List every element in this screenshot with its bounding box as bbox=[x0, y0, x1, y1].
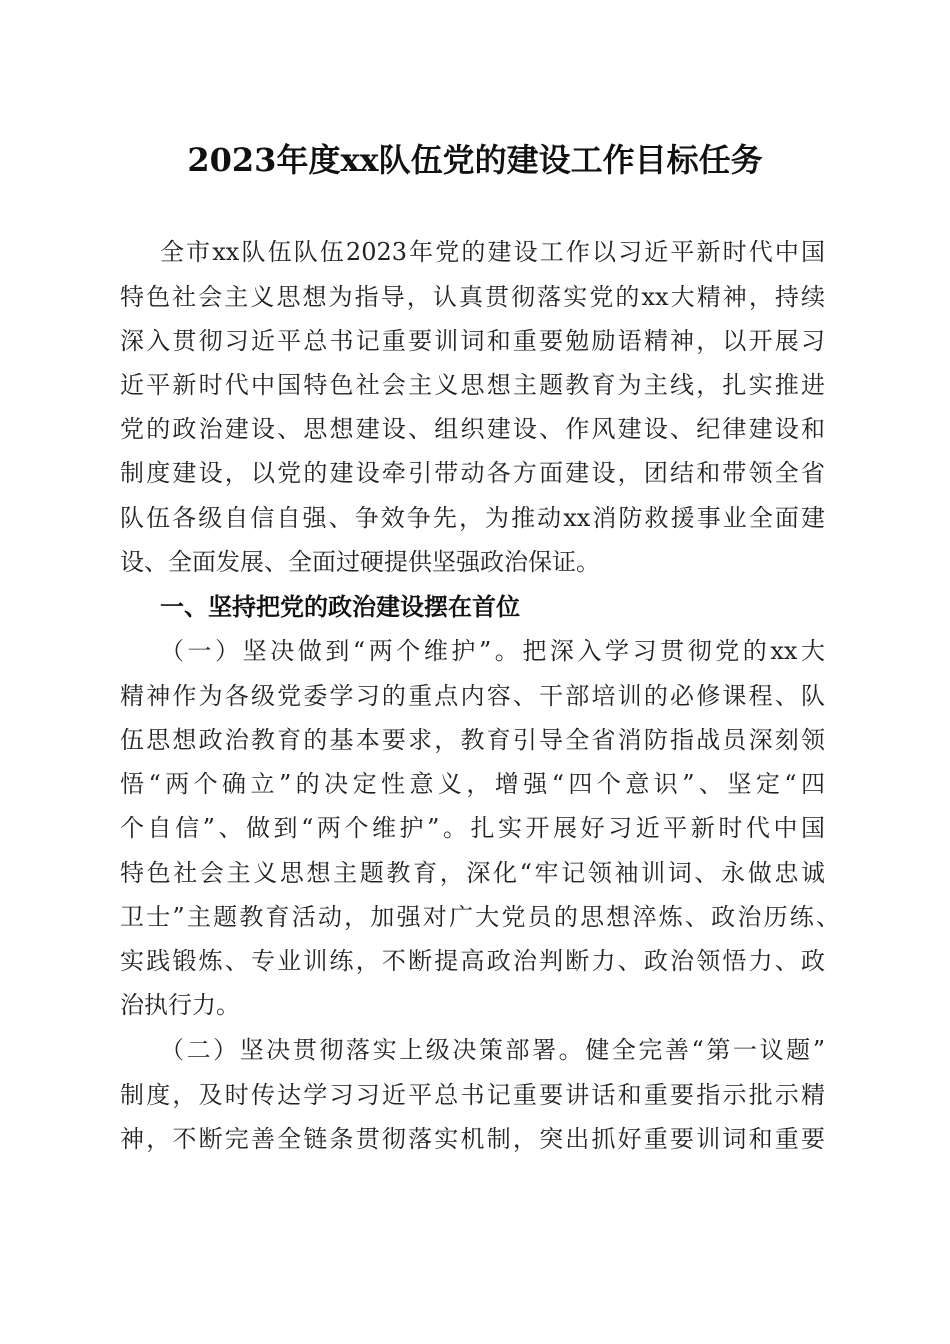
paragraph-line: 党的政治建设、思想建设、组织建设、作风建设、纪律建设和 bbox=[120, 415, 825, 443]
paragraph-line: 全市xx队伍队伍2023年党的建设工作以习近平新时代中国 bbox=[160, 238, 825, 266]
paragraph-line: 个自信”、做到“两个维护”。扎实开展好习近平新时代中国 bbox=[120, 814, 825, 842]
paragraph-line: （二）坚决贯彻落实上级决策部署。健全完善“第一议题” bbox=[160, 1036, 825, 1064]
paragraph-line: 深入贯彻习近平总书记重要训词和重要勉励语精神，以开展习 bbox=[120, 327, 825, 355]
paragraph-line: 特色社会主义思想为指导，认真贯彻落实党的xx大精神，持续 bbox=[120, 283, 825, 311]
section-heading: 一、坚持把党的政治建设摆在首位 bbox=[160, 593, 520, 621]
paragraph-line: 治执行力。 bbox=[120, 991, 240, 1019]
paragraph-line: （一）坚决做到“两个维护”。把深入学习贯彻党的xx大 bbox=[160, 637, 825, 665]
paragraph-line: 制度，及时传达学习习近平总书记重要讲话和重要指示批示精 bbox=[120, 1081, 825, 1109]
paragraph-line: 队伍各级自信自强、争效争先，为推动xx消防救援事业全面建 bbox=[120, 504, 825, 532]
paragraph-line: 近平新时代中国特色社会主义思想主题教育为主线，扎实推进 bbox=[120, 371, 825, 399]
document-title: 2023年度xx队伍党的建设工作目标任务 bbox=[187, 141, 763, 179]
paragraph-line: 精神作为各级党委学习的重点内容、干部培训的必修课程、队 bbox=[120, 682, 825, 710]
paragraph-line: 伍思想政治教育的基本要求，教育引导全省消防指战员深刻领 bbox=[120, 726, 825, 754]
paragraph-line: 神，不断完善全链条贯彻落实机制，突出抓好重要训词和重要 bbox=[120, 1125, 825, 1153]
paragraph-line: 设、全面发展、全面过硬提供坚强政治保证。 bbox=[120, 548, 600, 576]
paragraph-line: 特色社会主义思想主题教育，深化“牢记领袖训词、永做忠诚 bbox=[120, 859, 825, 887]
paragraph-line: 实践锻炼、专业训练，不断提高政治判断力、政治领悟力、政 bbox=[120, 947, 825, 975]
paragraph-line: 制度建设，以党的建设牵引带动各方面建设，团结和带领全省 bbox=[120, 459, 825, 487]
paragraph-line: 悟“两个确立”的决定性意义，增强“四个意识”、坚定“四 bbox=[120, 770, 825, 798]
paragraph-line: 卫士”主题教育活动，加强对广大党员的思想淬炼、政治历练、 bbox=[120, 903, 840, 931]
